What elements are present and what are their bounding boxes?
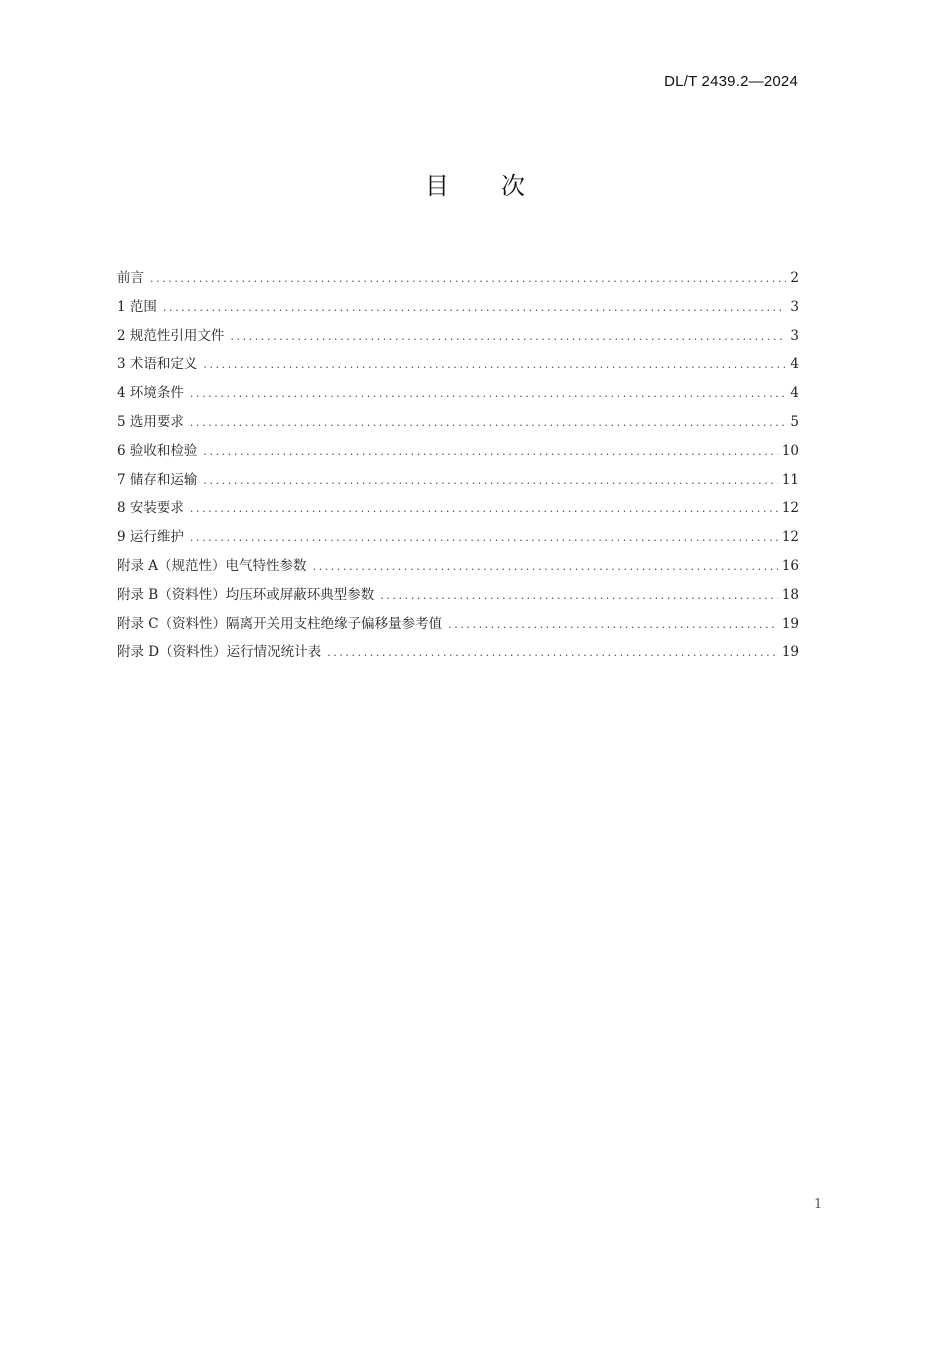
toc-entry[interactable] bbox=[117, 410, 799, 439]
page-number: 1 bbox=[814, 1197, 823, 1212]
toc-leader-dots bbox=[313, 560, 778, 573]
toc-entry[interactable] bbox=[117, 295, 799, 324]
toc-leader-dots bbox=[163, 301, 787, 314]
toc-entry-page: 12 bbox=[781, 529, 799, 546]
toc-entry-page: 18 bbox=[781, 586, 799, 603]
toc-entry-page: 12 bbox=[781, 500, 799, 517]
toc-entry-label: 2 规范性引用文件 bbox=[117, 327, 225, 344]
toc-entry-label: 前言 bbox=[117, 270, 144, 286]
toc-entry-page: 10 bbox=[781, 442, 799, 459]
toc-entry-page: 5 bbox=[790, 413, 799, 430]
toc-leader-dots bbox=[150, 272, 786, 285]
toc-leader-dots bbox=[203, 445, 777, 458]
toc-entry-label: 附录 A（规范性）电气特性参数 bbox=[117, 557, 307, 574]
standard-code: DL/T 2439.2—2024 bbox=[664, 73, 798, 90]
toc-entry-label: 1 范围 bbox=[117, 298, 157, 315]
toc-leader-dots bbox=[203, 358, 786, 371]
table-of-contents bbox=[117, 266, 799, 669]
toc-leader-dots bbox=[203, 474, 777, 487]
toc-entry[interactable] bbox=[117, 612, 799, 641]
toc-entry-label: 附录 B（资料性）均压环或屏蔽环典型参数 bbox=[117, 586, 375, 603]
toc-leader-dots bbox=[190, 387, 787, 400]
toc-entry[interactable] bbox=[117, 554, 799, 583]
toc-leader-dots bbox=[448, 618, 778, 631]
toc-entry[interactable] bbox=[117, 324, 799, 353]
toc-leader-dots bbox=[230, 330, 786, 343]
toc-entry[interactable] bbox=[117, 468, 799, 497]
toc-entry-label: 6 验收和检验 bbox=[117, 442, 198, 459]
toc-entry-page: 19 bbox=[781, 644, 799, 661]
toc-entry-page: 16 bbox=[781, 557, 799, 574]
toc-entry-label: 8 安装要求 bbox=[117, 500, 184, 517]
toc-entry[interactable] bbox=[117, 439, 799, 468]
page-title bbox=[0, 166, 950, 201]
toc-entry[interactable] bbox=[117, 525, 799, 554]
toc-entry-page: 4 bbox=[790, 385, 799, 402]
toc-entry[interactable] bbox=[117, 352, 799, 381]
toc-entry[interactable] bbox=[117, 583, 799, 612]
toc-entry-label: 7 储存和运输 bbox=[117, 471, 198, 488]
title-char-2: 次 bbox=[501, 172, 525, 200]
title-char-1: 目 bbox=[425, 172, 449, 200]
toc-entry[interactable] bbox=[117, 640, 799, 669]
toc-entry-label: 4 环境条件 bbox=[117, 385, 184, 402]
toc-leader-dots bbox=[380, 589, 778, 602]
toc-entry-label: 9 运行维护 bbox=[117, 529, 184, 546]
toc-entry-label: 附录 D（资料性）运行情况统计表 bbox=[117, 644, 322, 661]
toc-leader-dots bbox=[190, 502, 778, 515]
toc-entry[interactable] bbox=[117, 266, 799, 295]
toc-entry-page: 11 bbox=[781, 471, 799, 488]
toc-entry-page: 3 bbox=[790, 327, 799, 344]
toc-entry-page: 19 bbox=[781, 615, 799, 632]
toc-entry[interactable] bbox=[117, 381, 799, 410]
toc-entry-label: 5 选用要求 bbox=[117, 413, 184, 430]
toc-entry-page: 4 bbox=[790, 356, 799, 373]
toc-entry-label: 3 术语和定义 bbox=[117, 356, 198, 373]
toc-leader-dots bbox=[327, 646, 778, 659]
toc-leader-dots bbox=[190, 416, 787, 429]
toc-entry-page: 2 bbox=[790, 270, 799, 286]
toc-leader-dots bbox=[190, 531, 778, 544]
toc-entry[interactable] bbox=[117, 496, 799, 525]
toc-entry-page: 3 bbox=[790, 298, 799, 315]
toc-entry-label: 附录 C（资料性）隔离开关用支柱绝缘子偏移量参考值 bbox=[117, 615, 443, 632]
